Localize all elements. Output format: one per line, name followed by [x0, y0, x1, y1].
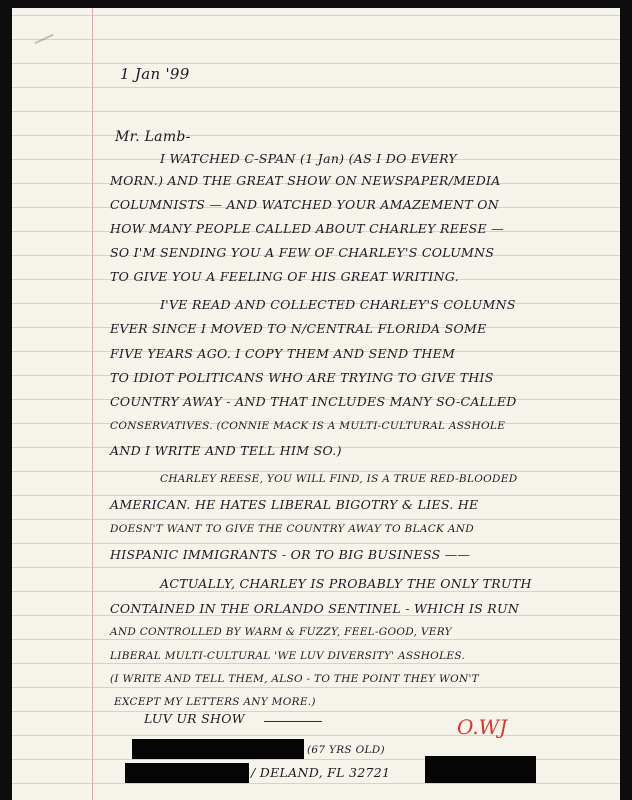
body-line: AMERICAN. HE HATES LIBERAL BIGOTRY & LIES. HE: [110, 497, 479, 512]
letter-date: 1 Jan '99: [120, 65, 190, 83]
location: / DELAND, FL 32721: [251, 765, 391, 780]
signature-line: [264, 721, 322, 722]
body-line: DOESN'T WANT TO GIVE THE COUNTRY AWAY TO BLACK AND: [110, 523, 474, 535]
body-line: EVER SINCE I MOVED TO N/CENTRAL FLORIDA SOME: [110, 321, 487, 336]
body-line: I WATCHED C-SPAN (1 Jan) (AS I DO EVERY: [160, 151, 457, 166]
body-line: TO GIVE YOU A FEELING OF HIS GREAT WRITING.: [110, 269, 459, 284]
margin-line: [92, 8, 93, 800]
salutation: Mr. Lamb-: [115, 129, 191, 145]
redaction-phone: [425, 756, 536, 783]
body-line: MORN.) AND THE GREAT SHOW ON NEWSPAPER/MEDIA: [110, 173, 501, 188]
redaction-address: [125, 763, 249, 783]
age-note: (67 YRS OLD): [307, 744, 385, 756]
letter-page: [12, 8, 620, 800]
redaction-name: [132, 739, 304, 759]
body-line: LIBERAL MULTI-CULTURAL 'WE LUV DIVERSITY' ASSHOLES.: [110, 650, 466, 662]
body-line: AND CONTROLLED BY WARM & FUZZY, FEEL-GOOD, VERY: [110, 626, 452, 638]
body-line: ACTUALLY, CHARLEY IS PROBABLY THE ONLY TRUTH: [160, 576, 532, 591]
red-annotation: O.WJ: [457, 715, 508, 739]
body-line: CONSERVATIVES. (CONNIE MACK IS A MULTI-CULTURAL ASSHOLE: [110, 420, 506, 432]
body-line: CONTAINED IN THE ORLANDO SENTINEL - WHICH IS RUN: [110, 601, 520, 616]
body-line: AND I WRITE AND TELL HIM SO.): [110, 443, 342, 458]
body-line: HOW MANY PEOPLE CALLED ABOUT CHARLEY REESE —: [110, 221, 504, 236]
body-line: HISPANIC IMMIGRANTS - OR TO BIG BUSINESS ——: [110, 547, 471, 562]
body-line: TO IDIOT POLITICANS WHO ARE TRYING TO GIVE THIS: [110, 370, 494, 385]
body-line: COUNTRY AWAY - AND THAT INCLUDES MANY SO-CALLED: [110, 394, 517, 409]
body-line: CHARLEY REESE, YOU WILL FIND, IS A TRUE RED-BLOODED: [160, 473, 518, 485]
body-line: EXCEPT MY LETTERS ANY MORE.): [114, 696, 316, 708]
body-line: (I WRITE AND TELL THEM, ALSO - TO THE POINT THEY WON'T: [110, 673, 479, 685]
body-line: SO I'M SENDING YOU A FEW OF CHARLEY'S COLUMNS: [110, 245, 495, 260]
body-line: I'VE READ AND COLLECTED CHARLEY'S COLUMNS: [160, 297, 516, 312]
closing: LUV UR SHOW: [144, 711, 245, 726]
body-line: COLUMNISTS — AND WATCHED YOUR AMAZEMENT ON: [110, 197, 500, 212]
pencil-mark: [35, 34, 54, 44]
body-line: FIVE YEARS AGO. I COPY THEM AND SEND THEM: [110, 346, 456, 361]
